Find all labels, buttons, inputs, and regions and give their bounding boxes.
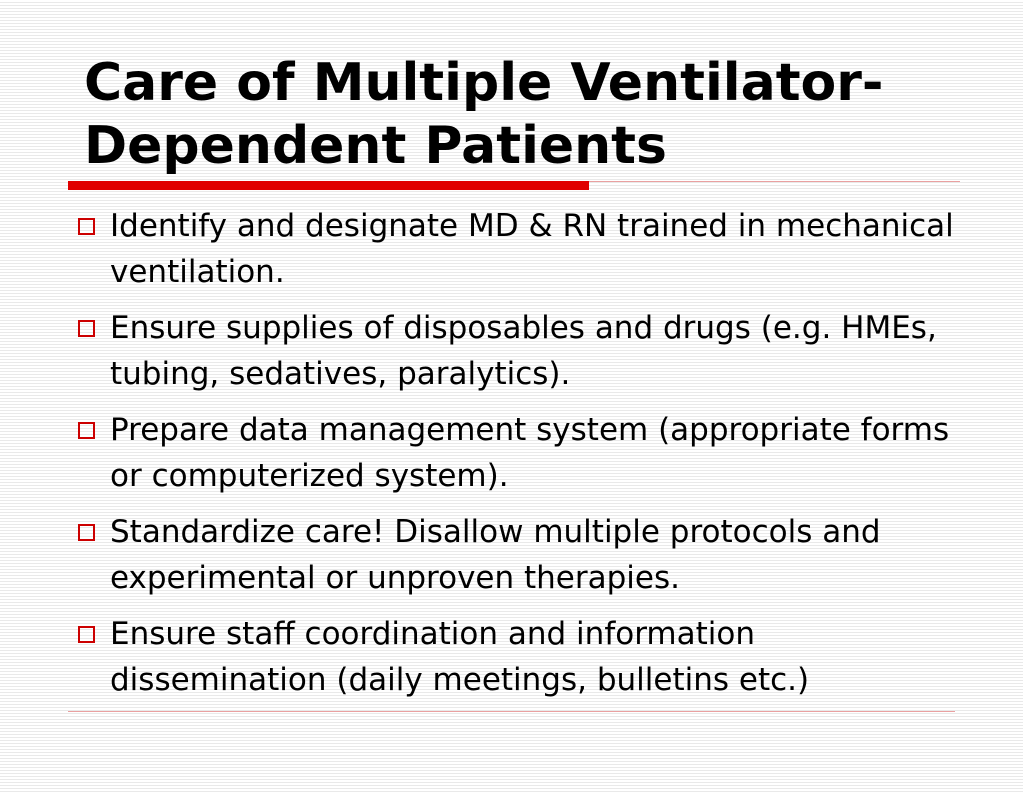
hollow-square-icon bbox=[78, 422, 95, 439]
bullet-text: Prepare data management system (appropriate forms or computerized system). bbox=[110, 412, 950, 494]
bullet-item bbox=[74, 611, 974, 703]
bullet-text: Identify and designate MD & RN trained in mechanical ventilation. bbox=[110, 208, 954, 290]
bullet-text: Ensure staff coordination and information dissemination (daily meetings, bulletins etc.) bbox=[110, 616, 810, 698]
title-underline-thin bbox=[589, 181, 960, 182]
hollow-square-icon bbox=[78, 320, 95, 337]
slide-title-line: Care of Multiple Ventilator- bbox=[84, 53, 884, 113]
footer-divider bbox=[68, 711, 955, 712]
bullet-item bbox=[74, 305, 974, 397]
bullet-item bbox=[74, 509, 974, 601]
hollow-square-icon bbox=[78, 218, 95, 235]
bullet-text: Standardize care! Disallow multiple protocols and experimental or unproven therapies. bbox=[110, 514, 881, 596]
hollow-square-icon bbox=[78, 626, 95, 643]
bullet-item bbox=[74, 203, 974, 295]
bullet-list bbox=[74, 203, 974, 713]
hollow-square-icon bbox=[78, 524, 95, 541]
bullet-text: Ensure supplies of disposables and drugs (e.g. HMEs, tubing, sedatives, paralytics). bbox=[110, 310, 937, 392]
slide-title bbox=[84, 52, 984, 178]
slide-title-line: Dependent Patients bbox=[84, 116, 667, 176]
bullet-item bbox=[74, 407, 974, 499]
title-underline-accent bbox=[68, 181, 589, 190]
